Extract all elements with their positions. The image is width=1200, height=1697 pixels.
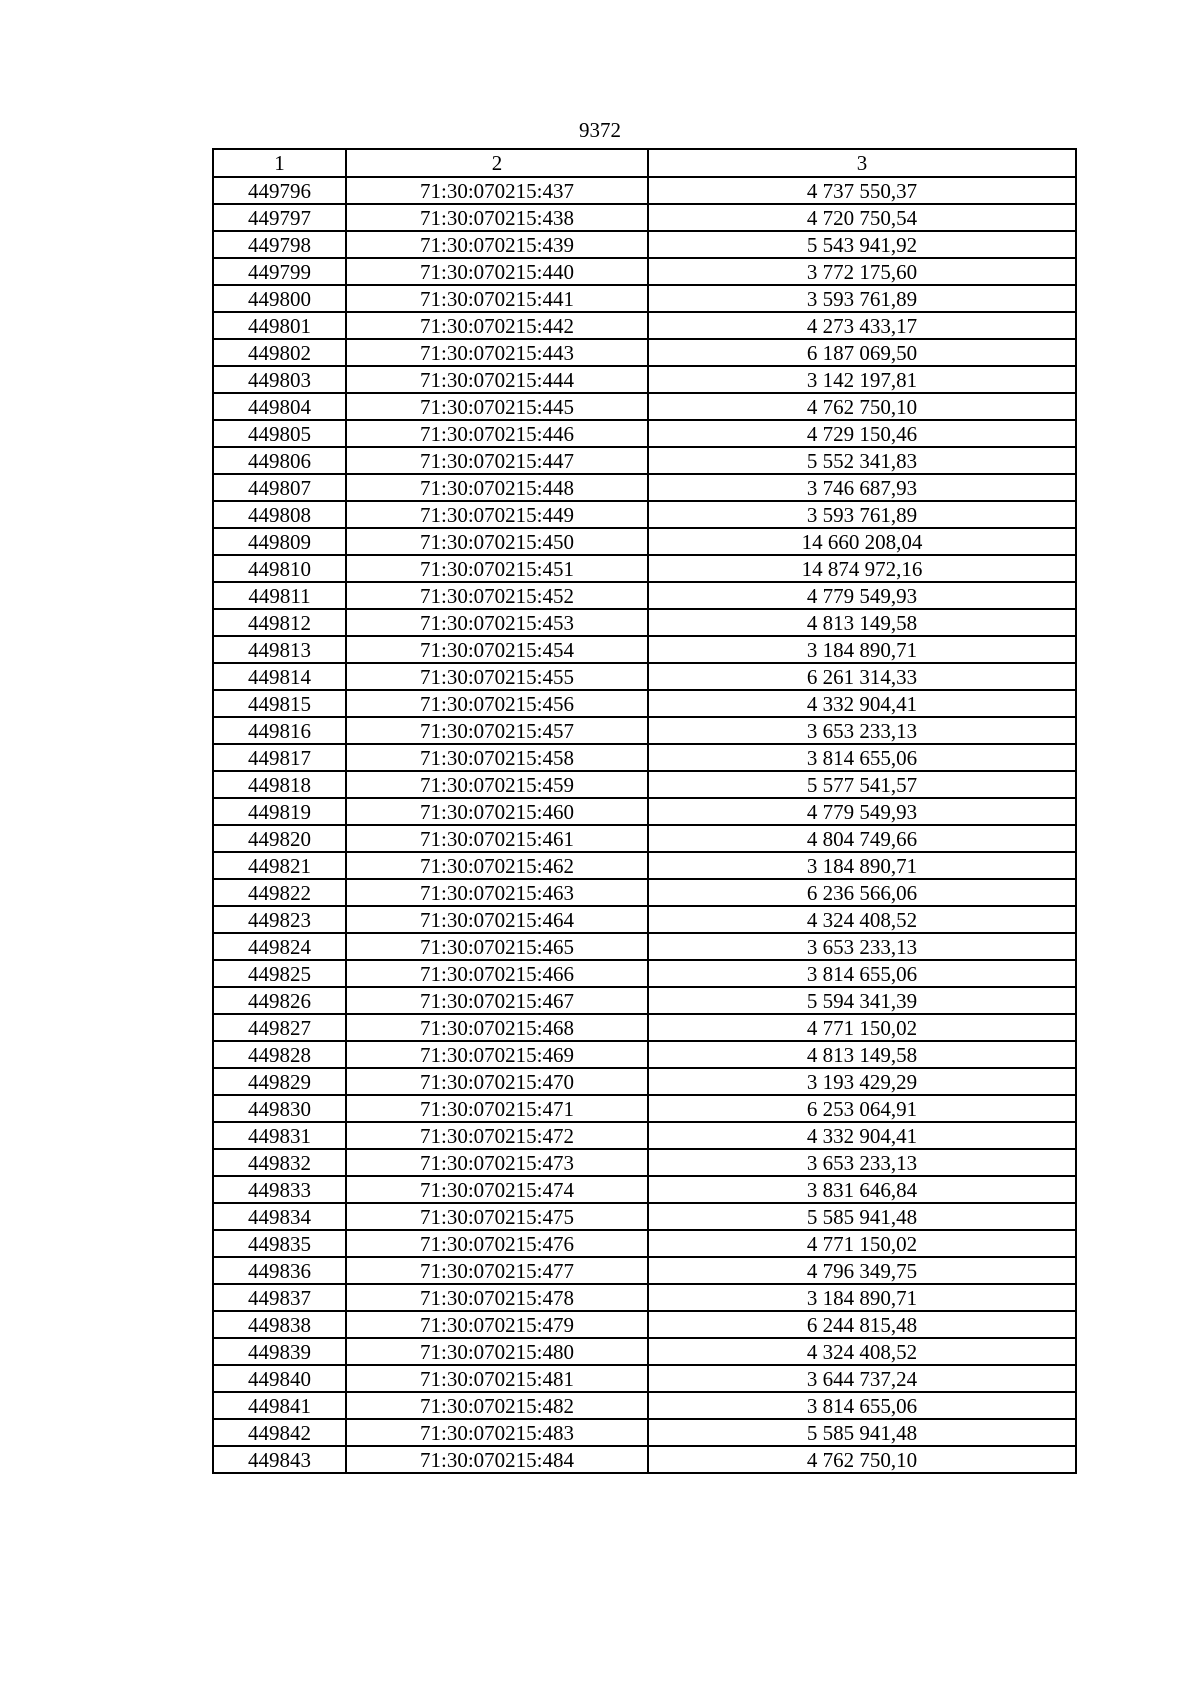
cadastral-number-cell: 71:30:070215:449 bbox=[346, 501, 648, 528]
table-row bbox=[213, 1122, 1076, 1149]
value-cell: 4 729 150,46 bbox=[648, 420, 1076, 447]
cadastral-number-cell: 71:30:070215:476 bbox=[346, 1230, 648, 1257]
value-cell: 3 814 655,06 bbox=[648, 744, 1076, 771]
column-header-2: 2 bbox=[346, 149, 648, 177]
row-number-cell: 449798 bbox=[213, 231, 346, 258]
cadastral-number-cell: 71:30:070215:474 bbox=[346, 1176, 648, 1203]
value-cell: 3 814 655,06 bbox=[648, 960, 1076, 987]
value-cell: 4 324 408,52 bbox=[648, 906, 1076, 933]
cadastral-number-cell: 71:30:070215:462 bbox=[346, 852, 648, 879]
value-cell: 4 771 150,02 bbox=[648, 1014, 1076, 1041]
cadastral-number-cell: 71:30:070215:469 bbox=[346, 1041, 648, 1068]
row-number-cell: 449833 bbox=[213, 1176, 346, 1203]
row-number-cell: 449827 bbox=[213, 1014, 346, 1041]
value-cell: 4 273 433,17 bbox=[648, 312, 1076, 339]
table-row bbox=[213, 366, 1076, 393]
row-number-cell: 449839 bbox=[213, 1338, 346, 1365]
table-row bbox=[213, 1338, 1076, 1365]
row-number-cell: 449810 bbox=[213, 555, 346, 582]
table-row bbox=[213, 1014, 1076, 1041]
table-row bbox=[213, 312, 1076, 339]
table-row bbox=[213, 582, 1076, 609]
value-cell: 5 585 941,48 bbox=[648, 1419, 1076, 1446]
value-cell: 5 594 341,39 bbox=[648, 987, 1076, 1014]
table-row bbox=[213, 1149, 1076, 1176]
table-header bbox=[213, 149, 1076, 177]
cadastral-number-cell: 71:30:070215:472 bbox=[346, 1122, 648, 1149]
value-cell: 5 577 541,57 bbox=[648, 771, 1076, 798]
table-row bbox=[213, 474, 1076, 501]
row-number-cell: 449842 bbox=[213, 1419, 346, 1446]
row-number-cell: 449831 bbox=[213, 1122, 346, 1149]
value-cell: 4 332 904,41 bbox=[648, 690, 1076, 717]
row-number-cell: 449828 bbox=[213, 1041, 346, 1068]
cadastral-number-cell: 71:30:070215:454 bbox=[346, 636, 648, 663]
cadastral-number-cell: 71:30:070215:453 bbox=[346, 609, 648, 636]
value-cell: 4 720 750,54 bbox=[648, 204, 1076, 231]
cadastral-number-cell: 71:30:070215:439 bbox=[346, 231, 648, 258]
table-row bbox=[213, 393, 1076, 420]
row-number-cell: 449830 bbox=[213, 1095, 346, 1122]
cadastral-number-cell: 71:30:070215:441 bbox=[346, 285, 648, 312]
cadastral-number-cell: 71:30:070215:477 bbox=[346, 1257, 648, 1284]
table-row bbox=[213, 1095, 1076, 1122]
value-cell: 6 253 064,91 bbox=[648, 1095, 1076, 1122]
table-row bbox=[213, 1230, 1076, 1257]
cadastral-number-cell: 71:30:070215:446 bbox=[346, 420, 648, 447]
value-cell: 3 653 233,13 bbox=[648, 1149, 1076, 1176]
table-row bbox=[213, 636, 1076, 663]
value-cell: 3 593 761,89 bbox=[648, 501, 1076, 528]
cadastral-number-cell: 71:30:070215:475 bbox=[346, 1203, 648, 1230]
value-cell: 14 660 208,04 bbox=[648, 528, 1076, 555]
value-cell: 5 552 341,83 bbox=[648, 447, 1076, 474]
value-cell: 3 184 890,71 bbox=[648, 636, 1076, 663]
cadastral-number-cell: 71:30:070215:443 bbox=[346, 339, 648, 366]
row-number-cell: 449819 bbox=[213, 798, 346, 825]
cadastral-number-cell: 71:30:070215:450 bbox=[346, 528, 648, 555]
table-row bbox=[213, 420, 1076, 447]
row-number-cell: 449823 bbox=[213, 906, 346, 933]
value-cell: 4 324 408,52 bbox=[648, 1338, 1076, 1365]
table-row bbox=[213, 1176, 1076, 1203]
cadastral-number-cell: 71:30:070215:480 bbox=[346, 1338, 648, 1365]
cadastral-number-cell: 71:30:070215:464 bbox=[346, 906, 648, 933]
value-cell: 6 236 566,06 bbox=[648, 879, 1076, 906]
row-number-cell: 449840 bbox=[213, 1365, 346, 1392]
row-number-cell: 449820 bbox=[213, 825, 346, 852]
table-row bbox=[213, 177, 1076, 204]
value-cell: 3 593 761,89 bbox=[648, 285, 1076, 312]
row-number-cell: 449805 bbox=[213, 420, 346, 447]
row-number-cell: 449802 bbox=[213, 339, 346, 366]
table-row bbox=[213, 447, 1076, 474]
row-number-cell: 449799 bbox=[213, 258, 346, 285]
value-cell: 6 261 314,33 bbox=[648, 663, 1076, 690]
value-cell: 4 813 149,58 bbox=[648, 609, 1076, 636]
table-row bbox=[213, 1203, 1076, 1230]
row-number-cell: 449803 bbox=[213, 366, 346, 393]
column-header-3: 3 bbox=[648, 149, 1076, 177]
row-number-cell: 449832 bbox=[213, 1149, 346, 1176]
value-cell: 5 585 941,48 bbox=[648, 1203, 1076, 1230]
cadastral-number-cell: 71:30:070215:437 bbox=[346, 177, 648, 204]
row-number-cell: 449835 bbox=[213, 1230, 346, 1257]
table-body bbox=[213, 177, 1076, 1473]
cadastral-number-cell: 71:30:070215:473 bbox=[346, 1149, 648, 1176]
value-cell: 3 814 655,06 bbox=[648, 1392, 1076, 1419]
value-cell: 4 779 549,93 bbox=[648, 798, 1076, 825]
row-number-cell: 449841 bbox=[213, 1392, 346, 1419]
table-row bbox=[213, 1257, 1076, 1284]
row-number-cell: 449814 bbox=[213, 663, 346, 690]
value-cell: 3 653 233,13 bbox=[648, 717, 1076, 744]
table-row bbox=[213, 825, 1076, 852]
row-number-cell: 449822 bbox=[213, 879, 346, 906]
table-row bbox=[213, 717, 1076, 744]
row-number-cell: 449808 bbox=[213, 501, 346, 528]
table-row bbox=[213, 339, 1076, 366]
value-cell: 6 187 069,50 bbox=[648, 339, 1076, 366]
value-cell: 3 184 890,71 bbox=[648, 1284, 1076, 1311]
cadastral-number-cell: 71:30:070215:438 bbox=[346, 204, 648, 231]
cadastral-number-cell: 71:30:070215:463 bbox=[346, 879, 648, 906]
row-number-cell: 449837 bbox=[213, 1284, 346, 1311]
table-row bbox=[213, 528, 1076, 555]
table-row bbox=[213, 1365, 1076, 1392]
value-cell: 3 184 890,71 bbox=[648, 852, 1076, 879]
page-number: 9372 bbox=[579, 118, 621, 142]
table-row bbox=[213, 1068, 1076, 1095]
cadastral-number-cell: 71:30:070215:481 bbox=[346, 1365, 648, 1392]
value-cell: 4 762 750,10 bbox=[648, 1446, 1076, 1473]
value-cell: 3 653 233,13 bbox=[648, 933, 1076, 960]
value-cell: 6 244 815,48 bbox=[648, 1311, 1076, 1338]
table-header-row bbox=[213, 149, 1076, 177]
cadastral-number-cell: 71:30:070215:483 bbox=[346, 1419, 648, 1446]
row-number-cell: 449813 bbox=[213, 636, 346, 663]
row-number-cell: 449811 bbox=[213, 582, 346, 609]
cadastral-number-cell: 71:30:070215:451 bbox=[346, 555, 648, 582]
cadastral-number-cell: 71:30:070215:459 bbox=[346, 771, 648, 798]
table-row bbox=[213, 1041, 1076, 1068]
value-cell: 4 771 150,02 bbox=[648, 1230, 1076, 1257]
row-number-cell: 449800 bbox=[213, 285, 346, 312]
cadastral-number-cell: 71:30:070215:465 bbox=[346, 933, 648, 960]
data-table bbox=[212, 148, 1077, 1474]
value-cell: 3 142 197,81 bbox=[648, 366, 1076, 393]
cadastral-number-cell: 71:30:070215:458 bbox=[346, 744, 648, 771]
table-row bbox=[213, 906, 1076, 933]
cadastral-number-cell: 71:30:070215:478 bbox=[346, 1284, 648, 1311]
table-row bbox=[213, 285, 1076, 312]
cadastral-number-cell: 71:30:070215:471 bbox=[346, 1095, 648, 1122]
table-row bbox=[213, 744, 1076, 771]
row-number-cell: 449843 bbox=[213, 1446, 346, 1473]
row-number-cell: 449816 bbox=[213, 717, 346, 744]
row-number-cell: 449838 bbox=[213, 1311, 346, 1338]
cadastral-number-cell: 71:30:070215:452 bbox=[346, 582, 648, 609]
table-row bbox=[213, 663, 1076, 690]
row-number-cell: 449818 bbox=[213, 771, 346, 798]
cadastral-number-cell: 71:30:070215:455 bbox=[346, 663, 648, 690]
row-number-cell: 449807 bbox=[213, 474, 346, 501]
cadastral-number-cell: 71:30:070215:482 bbox=[346, 1392, 648, 1419]
table-row bbox=[213, 1446, 1076, 1473]
table-row bbox=[213, 258, 1076, 285]
value-cell: 3 644 737,24 bbox=[648, 1365, 1076, 1392]
row-number-cell: 449836 bbox=[213, 1257, 346, 1284]
cadastral-number-cell: 71:30:070215:466 bbox=[346, 960, 648, 987]
table-row bbox=[213, 501, 1076, 528]
cadastral-number-cell: 71:30:070215:484 bbox=[346, 1446, 648, 1473]
cadastral-number-cell: 71:30:070215:479 bbox=[346, 1311, 648, 1338]
row-number-cell: 449821 bbox=[213, 852, 346, 879]
table-row bbox=[213, 798, 1076, 825]
row-number-cell: 449829 bbox=[213, 1068, 346, 1095]
value-cell: 4 796 349,75 bbox=[648, 1257, 1076, 1284]
table-row bbox=[213, 771, 1076, 798]
cadastral-number-cell: 71:30:070215:442 bbox=[346, 312, 648, 339]
value-cell: 4 779 549,93 bbox=[648, 582, 1076, 609]
value-cell: 3 772 175,60 bbox=[648, 258, 1076, 285]
value-cell: 3 193 429,29 bbox=[648, 1068, 1076, 1095]
row-number-cell: 449801 bbox=[213, 312, 346, 339]
table-row bbox=[213, 852, 1076, 879]
cadastral-number-cell: 71:30:070215:457 bbox=[346, 717, 648, 744]
value-cell: 4 762 750,10 bbox=[648, 393, 1076, 420]
value-cell: 4 737 550,37 bbox=[648, 177, 1076, 204]
table-row bbox=[213, 204, 1076, 231]
table-row bbox=[213, 1284, 1076, 1311]
table-row bbox=[213, 933, 1076, 960]
row-number-cell: 449826 bbox=[213, 987, 346, 1014]
row-number-cell: 449796 bbox=[213, 177, 346, 204]
row-number-cell: 449797 bbox=[213, 204, 346, 231]
value-cell: 5 543 941,92 bbox=[648, 231, 1076, 258]
cadastral-number-cell: 71:30:070215:440 bbox=[346, 258, 648, 285]
row-number-cell: 449825 bbox=[213, 960, 346, 987]
cadastral-number-cell: 71:30:070215:456 bbox=[346, 690, 648, 717]
table-row bbox=[213, 1392, 1076, 1419]
table-row bbox=[213, 231, 1076, 258]
value-cell: 14 874 972,16 bbox=[648, 555, 1076, 582]
cadastral-number-cell: 71:30:070215:467 bbox=[346, 987, 648, 1014]
cadastral-number-cell: 71:30:070215:461 bbox=[346, 825, 648, 852]
table-row bbox=[213, 1419, 1076, 1446]
value-cell: 4 332 904,41 bbox=[648, 1122, 1076, 1149]
table-row bbox=[213, 555, 1076, 582]
table-row bbox=[213, 1311, 1076, 1338]
row-number-cell: 449809 bbox=[213, 528, 346, 555]
table-row bbox=[213, 690, 1076, 717]
row-number-cell: 449815 bbox=[213, 690, 346, 717]
cadastral-number-cell: 71:30:070215:468 bbox=[346, 1014, 648, 1041]
value-cell: 4 804 749,66 bbox=[648, 825, 1076, 852]
cadastral-number-cell: 71:30:070215:444 bbox=[346, 366, 648, 393]
table-row bbox=[213, 987, 1076, 1014]
table-row bbox=[213, 609, 1076, 636]
cadastral-number-cell: 71:30:070215:447 bbox=[346, 447, 648, 474]
column-header-1: 1 bbox=[213, 149, 346, 177]
table-row bbox=[213, 879, 1076, 906]
row-number-cell: 449817 bbox=[213, 744, 346, 771]
cadastral-number-cell: 71:30:070215:470 bbox=[346, 1068, 648, 1095]
cadastral-number-cell: 71:30:070215:445 bbox=[346, 393, 648, 420]
value-cell: 3 831 646,84 bbox=[648, 1176, 1076, 1203]
cadastral-number-cell: 71:30:070215:460 bbox=[346, 798, 648, 825]
row-number-cell: 449834 bbox=[213, 1203, 346, 1230]
value-cell: 4 813 149,58 bbox=[648, 1041, 1076, 1068]
row-number-cell: 449812 bbox=[213, 609, 346, 636]
cadastral-number-cell: 71:30:070215:448 bbox=[346, 474, 648, 501]
row-number-cell: 449824 bbox=[213, 933, 346, 960]
row-number-cell: 449804 bbox=[213, 393, 346, 420]
value-cell: 3 746 687,93 bbox=[648, 474, 1076, 501]
row-number-cell: 449806 bbox=[213, 447, 346, 474]
table-row bbox=[213, 960, 1076, 987]
